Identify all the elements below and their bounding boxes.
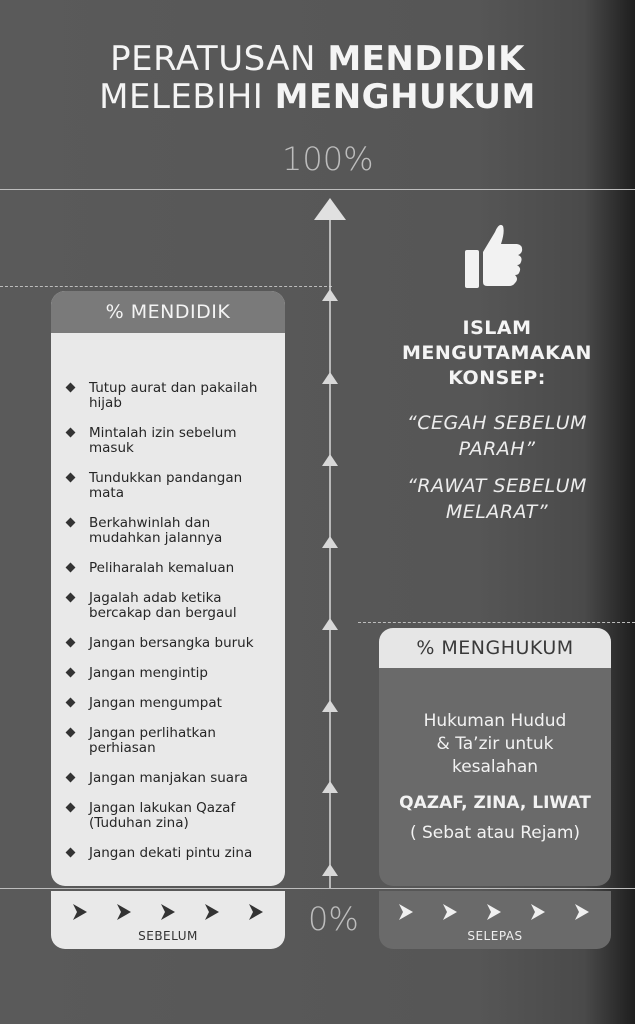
axis-tick-arrow-icon [322,864,338,876]
diamond-bullet-icon [66,383,76,393]
axis-top-label: 100% [282,140,374,178]
thumbs-up-icon [463,218,525,290]
menghukum-text-5: ( Sebat atau Rejam) [409,823,581,843]
chevron-right-icons [51,901,285,923]
menghukum-header: % MENGHUKUM [379,628,611,668]
chevron-right-icon [575,904,589,920]
chevron-right-icon [487,904,501,920]
list-item-text: Berkahwinlah dan mudahkan jalannya [89,515,223,546]
list-item [51,381,275,411]
axis-bottom-label: 0% [308,900,359,938]
axis-tick-arrow-icon [322,289,338,301]
title-line-1-bold: MENDIDIK [327,39,525,79]
menghukum-text-1: Hukuman Hudud [423,711,567,731]
list-item-text: Jangan dekati pintu zina [89,845,253,861]
diamond-bullet-icon [66,698,76,708]
axis-tick-arrow-icon [322,372,338,384]
chevron-right-icon [117,904,131,920]
axis-arrow-head [314,198,346,220]
list-item [51,696,275,711]
islam-line-1: ISLAM [462,317,532,339]
chevron-right-icon [73,904,87,920]
list-item-text: Jangan mengintip [89,665,209,681]
list-item [51,591,275,621]
axis-tick-arrow-icon [322,454,338,466]
islam-line-3: KONSEP: [448,367,546,389]
axis-tick-arrow-icon [322,700,338,712]
list-item-text: Tutup aurat dan pakailah hijab [89,380,258,411]
list-item [51,516,275,546]
list-item-text: Peliharalah kemaluan [89,560,235,576]
list-item-text: Jangan lakukan Qazaf (Tuduhan zina) [89,800,236,831]
diamond-bullet-icon [66,773,76,783]
list-item [51,726,275,756]
list-item-text: Jangan manjakan suara [89,770,248,786]
axis-tick-arrow-icon [322,781,338,793]
menghukum-panel [379,628,611,886]
list-item-text: Jangan perlihatkan perhiasan [89,725,216,756]
title-line-2-regular: MELEBIHI [99,77,264,117]
list-item [51,471,275,501]
mendidik-panel [51,291,285,886]
list-item-text: Jangan bersangka buruk [89,635,254,651]
diamond-bullet-icon [66,668,76,678]
diamond-bullet-icon [66,563,76,573]
diamond-bullet-icon [66,728,76,738]
quote-2-line-2: MELARAT” [445,501,549,523]
chevron-right-icon [531,904,545,920]
diamond-bullet-icon [66,518,76,528]
chevron-right-icon [443,904,457,920]
diamond-bullet-icon [66,473,76,483]
list-item [51,801,275,831]
list-item [51,636,275,651]
chevron-right-icon [399,904,413,920]
diamond-bullet-icon [66,428,76,438]
mendidik-list [51,381,285,876]
menghukum-text-2: & Ta’zir untuk [436,734,554,754]
title-line-1-regular: PERATUSAN [110,39,316,79]
list-item-text: Jagalah adab ketika bercakap dan bergaul [89,590,237,621]
selepas-label: SELEPAS [467,929,523,943]
chevron-right-icon [205,904,219,920]
chevron-right-icon [161,904,175,920]
list-item-text: Mintalah izin sebelum masuk [89,425,237,456]
quote-1-line-2: PARAH” [458,438,536,460]
selepas-footer [379,891,611,949]
quote-1-line-1: “CEGAH SEBELUM [406,412,588,434]
chevron-right-icon [249,904,263,920]
diamond-bullet-icon [66,638,76,648]
list-item [51,426,275,456]
sebelum-footer [51,891,285,949]
quote-2-line-1: “RAWAT SEBELUM [407,475,587,497]
list-item [51,666,275,681]
chevron-right-icons [379,901,611,923]
axis-tick-arrow-icon [322,536,338,548]
diamond-bullet-icon [66,803,76,813]
islam-line-2: MENGUTAMAKAN [402,342,592,364]
mendidik-header: % MENDIDIK [51,291,285,333]
menghukum-text-3: kesalahan [451,757,539,777]
title-line-2-bold: MENGHUKUM [274,77,536,117]
diamond-bullet-icon [66,848,76,858]
list-item-text: Jangan mengumpat [89,695,222,711]
diamond-bullet-icon [66,593,76,603]
list-item-text: Tundukkan pandangan mata [89,470,243,501]
list-item [51,846,275,861]
axis-tick-arrow-icon [322,618,338,630]
list-item [51,771,275,786]
sebelum-label: SEBELUM [138,929,198,943]
menghukum-offences: QAZAF, ZINA, LIWAT [399,793,591,813]
list-item [51,561,275,576]
